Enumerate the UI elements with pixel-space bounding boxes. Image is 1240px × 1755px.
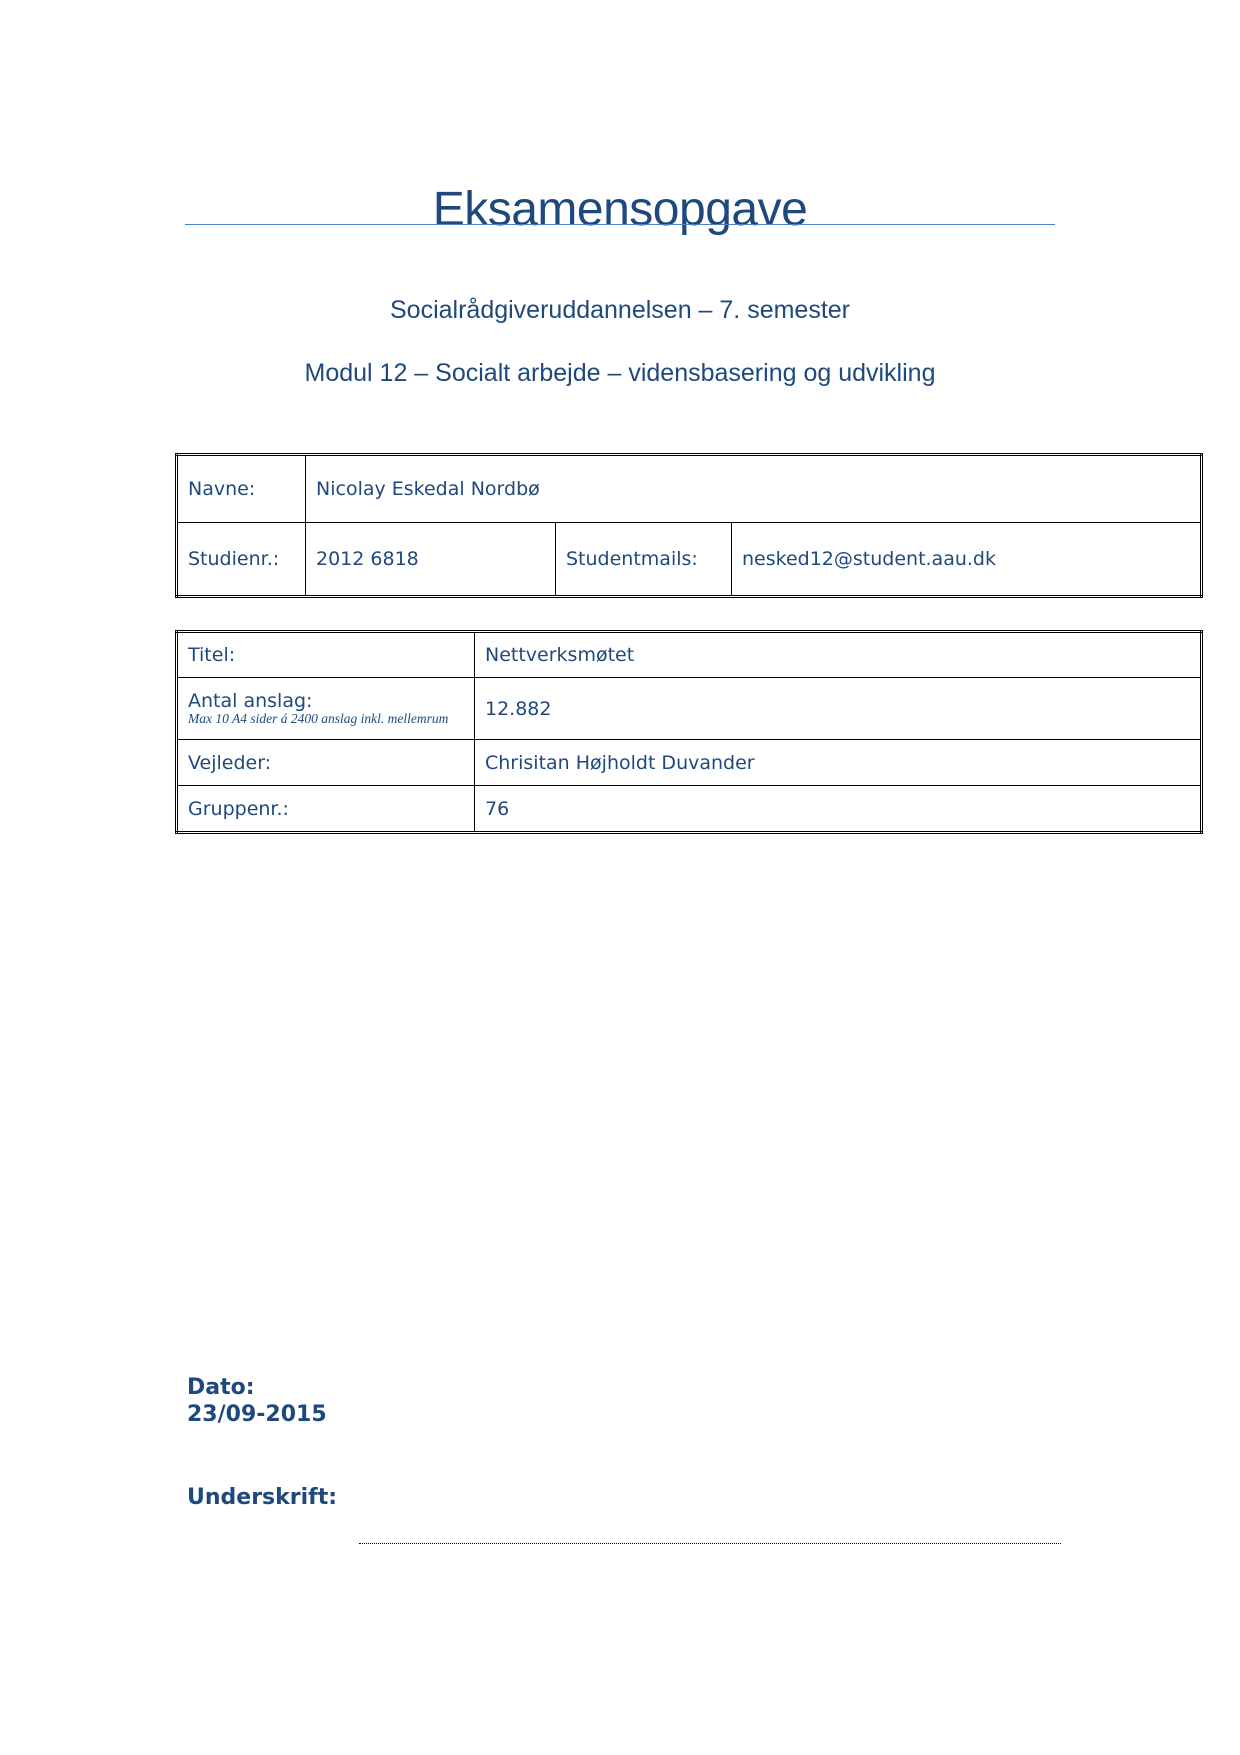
char-count-note: Max 10 A4 sider á 2400 anslag inkl. mellemrum bbox=[188, 710, 449, 726]
char-count-value: 12.882 bbox=[475, 678, 1202, 740]
title-label: Titel: bbox=[177, 632, 475, 678]
title-value: Nettverksmøtet bbox=[475, 632, 1202, 678]
names-label: Navne: bbox=[177, 455, 306, 523]
student-mail-label: Studentmails: bbox=[556, 523, 732, 597]
student-no-label: Studienr.: bbox=[177, 523, 306, 597]
table-row bbox=[177, 786, 1202, 833]
program-subtitle: Socialrådgiveruddannelsen – 7. semester bbox=[390, 296, 850, 324]
char-count-label-cell bbox=[177, 678, 475, 740]
title-divider bbox=[185, 224, 1055, 225]
date-value: 23/09-2015 bbox=[187, 1402, 327, 1427]
student-info-table bbox=[175, 453, 1203, 598]
page-title: Eksamensopgave bbox=[432, 183, 808, 237]
table-row bbox=[177, 740, 1202, 786]
signature-line bbox=[359, 1543, 1061, 1544]
group-no-value: 76 bbox=[475, 786, 1202, 833]
table-row bbox=[177, 678, 1202, 740]
char-count-label: Antal anslag: bbox=[188, 689, 313, 712]
date-label: Dato: bbox=[187, 1375, 255, 1400]
signature-label: Underskrift: bbox=[187, 1485, 338, 1510]
table-row bbox=[177, 455, 1202, 523]
student-no-value: 2012 6818 bbox=[306, 523, 556, 597]
group-no-label: Gruppenr.: bbox=[177, 786, 475, 833]
assignment-info-table bbox=[175, 630, 1203, 834]
table-row bbox=[177, 632, 1202, 678]
supervisor-value: Chrisitan Højholdt Duvander bbox=[475, 740, 1202, 786]
names-value: Nicolay Eskedal Nordbø bbox=[306, 455, 1202, 523]
student-mail-value: nesked12@student.aau.dk bbox=[732, 523, 1202, 597]
module-subtitle: Modul 12 – Socialt arbejde – vidensbasering og udvikling bbox=[304, 359, 936, 387]
supervisor-label: Vejleder: bbox=[177, 740, 475, 786]
table-row bbox=[177, 523, 1202, 597]
